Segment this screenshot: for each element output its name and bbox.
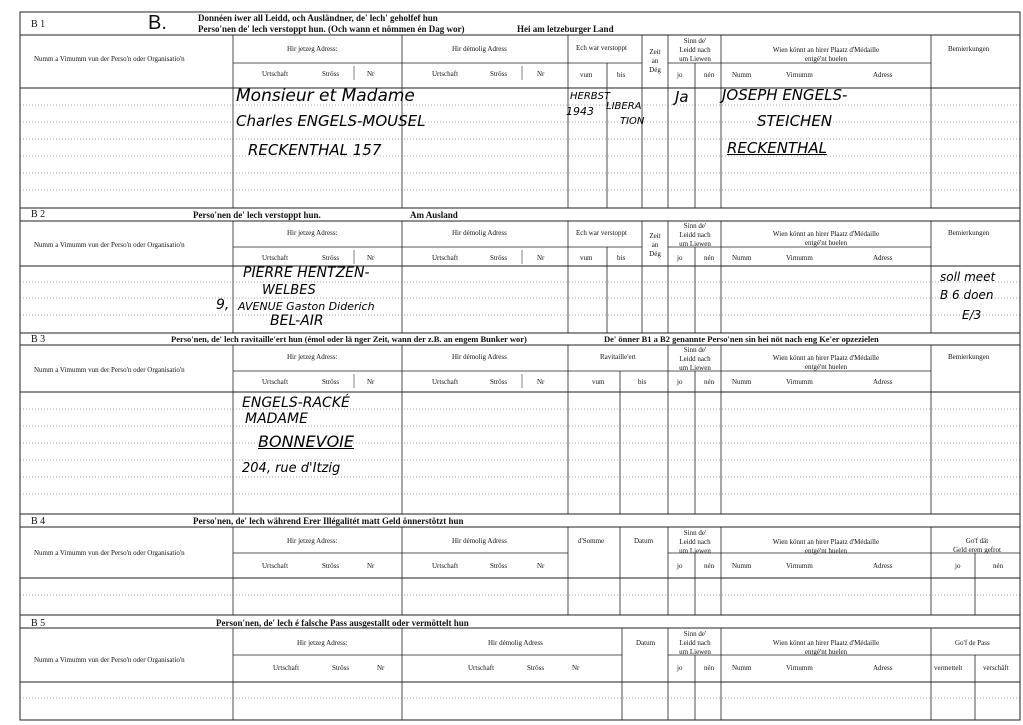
- sub-numm: Numm: [732, 71, 752, 79]
- col-since: Sinn de' Leidd nach um Liewen: [679, 529, 711, 555]
- col-name-header: Numm a Vimumm vun der Perso'n oder Organisatio'n: [34, 366, 185, 374]
- sub-urtschaft: Urtschaft: [432, 254, 459, 262]
- sub-jo: jo: [677, 378, 683, 386]
- b3-title: Perso'nen, de' lech ravitaille'ert hun (émol oder lä nger Zeit, wann der z.B. an engem Bunker wor): [171, 334, 527, 344]
- section-id-b1: B 1: [31, 19, 46, 30]
- section-id-b4: B 4: [31, 516, 46, 527]
- sub-urtschaft: Urtschaft: [468, 664, 495, 672]
- sub-urtschaft: Urtschaft: [262, 254, 289, 262]
- col-remarks: Bemierkungen: [948, 45, 990, 53]
- col-current-address: Hir jetzeg Adress:: [287, 229, 338, 237]
- handwritten-jo: Ja: [675, 88, 689, 106]
- sub-nr: Nr: [367, 254, 375, 262]
- sub-vum: vum: [592, 378, 605, 386]
- sub-nr: Nr: [572, 664, 580, 672]
- sub-virnumm: Virnumm: [786, 664, 813, 672]
- sub-numm: Numm: [732, 664, 752, 672]
- sub-stross: Ströss: [527, 664, 545, 672]
- handwritten-b2-name-4: BEL-AIR: [270, 313, 324, 329]
- sub-nr: Nr: [537, 562, 545, 570]
- sub-stross: Ströss: [322, 70, 340, 78]
- sub-nen: nén: [704, 71, 715, 79]
- col-former-address: Hir démolig Adress: [452, 45, 507, 53]
- col-geld: Go'f dät Geld erem gefrot: [953, 537, 1001, 554]
- sub-stross: Ströss: [490, 70, 508, 78]
- handwritten-remarks-2: B 6 doen: [940, 288, 994, 302]
- sub-urtschaft: Urtschaft: [262, 70, 289, 78]
- sub-nen: nén: [704, 562, 715, 570]
- section-id-b2: B 2: [31, 209, 46, 220]
- col-since: Sinn de' Leidd nach um Liewen: [679, 222, 711, 248]
- sub-nen: nén: [704, 378, 715, 386]
- sub-stross: Ströss: [332, 664, 350, 672]
- handwritten-b2-name-3: AVENUE Gaston Diderich: [238, 300, 375, 313]
- col-pass: Go'f de Pass: [955, 639, 990, 647]
- col-datum: Datum: [634, 537, 654, 545]
- sub-numm: Numm: [732, 254, 752, 262]
- handwritten-bis-1: LIBERA: [606, 101, 642, 112]
- col-current-address: Hir jetzeg Adress:: [287, 537, 338, 545]
- col-current-address: Hir jetzeg Adress:: [287, 353, 338, 361]
- sub-urtschaft: Urtschaft: [262, 378, 289, 386]
- sub-nen: nén: [993, 562, 1004, 570]
- handwritten-b3-name-3: BONNEVOIE: [258, 432, 354, 451]
- col-since: Sinn de' Leidd nach um Liewen: [679, 37, 711, 63]
- section-id-b5: B 5: [31, 618, 46, 629]
- sub-adress: Adress: [873, 71, 893, 79]
- sub-jo: jo: [677, 664, 683, 672]
- sub-adress: Adress: [873, 664, 893, 672]
- sub-adress: Adress: [873, 378, 893, 386]
- sub-nr: Nr: [377, 664, 385, 672]
- col-name-header: Numm a Vimumm vun der Perso'n oder Organisatio'n: [34, 656, 185, 664]
- sub-stross: Ströss: [490, 562, 508, 570]
- handwritten-b2-name-1: PIERRE HENTZEN-: [243, 265, 370, 281]
- col-hidden: Ech war verstoppt: [576, 229, 627, 237]
- sub-stross: Ströss: [322, 378, 340, 386]
- sub-nen: nén: [704, 254, 715, 262]
- sub-bis: bis: [638, 378, 647, 386]
- col-remarks: Bemierkungen: [948, 229, 990, 237]
- handwritten-b3-name-4: 204, rue d'Itzig: [242, 461, 341, 476]
- handwritten-remarks-1: soll meet: [940, 270, 996, 284]
- sub-urtschaft: Urtschaft: [432, 70, 459, 78]
- b3-title-2: De' önner B1 a B2 genannte Perso'nen sin hei nöt nach eng Ke'er opzezielen: [604, 334, 879, 344]
- col-former-address: Hir démolig Adress: [452, 537, 507, 545]
- sub-adress: Adress: [873, 562, 893, 570]
- b4-title: Perso'nen, de' lech während Erer Illégalitét matt Geld önnerstötzt hun: [193, 516, 464, 526]
- b1-title-1: Donnéen iwer all Leidd, och Ausländner, de' lech' geholfef hun: [198, 13, 438, 23]
- sub-nr: Nr: [367, 70, 375, 78]
- col-name-header: Numm a Vimumm vun der Perso'n oder Organisatio'n: [34, 55, 185, 63]
- sub-numm: Numm: [732, 562, 752, 570]
- sub-jo: jo: [677, 562, 683, 570]
- sub-nr: Nr: [537, 254, 545, 262]
- sub-verschaft: verschäft: [983, 664, 1009, 672]
- handwritten-vum-1: HERBST: [570, 91, 611, 102]
- col-ravitailleert: Ravitaille'ert: [600, 353, 636, 361]
- sub-nen: nén: [704, 664, 715, 672]
- handwritten-b3-name-2: MADAME: [245, 411, 308, 427]
- sub-stross: Ströss: [490, 378, 508, 386]
- col-former-address: Hir démolig Adress: [452, 229, 507, 237]
- sub-nr: Nr: [537, 378, 545, 386]
- sub-urtschaft: Urtschaft: [262, 562, 289, 570]
- handwritten-b3-name-1: ENGELS-RACKÉ: [242, 395, 350, 411]
- col-name-header: Numm a Vimumm vun der Perso'n oder Organisatio'n: [34, 241, 185, 249]
- sub-urtschaft: Urtschaft: [273, 664, 300, 672]
- handwritten-name-line-2: Charles ENGELS-MOUSEL: [236, 112, 426, 130]
- col-zeit: Zeit an Dég: [649, 232, 661, 258]
- col-since: Sinn de' Leidd nach um Liewen: [679, 346, 711, 372]
- col-somme: d'Somme: [578, 537, 605, 545]
- sub-virnumm: Virnumm: [786, 562, 813, 570]
- b1-title-2: Perso'nen de' lech verstoppt hun. (Och wann et nömmen én Dag wor): [198, 24, 465, 34]
- sub-virnumm: Virnumm: [786, 378, 813, 386]
- col-current-address: Hir jetzeg Adress:: [287, 45, 338, 53]
- sub-nr: Nr: [367, 562, 375, 570]
- sub-stross: Ströss: [322, 254, 340, 262]
- col-hidden: Ech war verstoppt: [576, 44, 627, 52]
- sub-stross: Ströss: [322, 562, 340, 570]
- sub-nr: Nr: [537, 70, 545, 78]
- sub-numm: Numm: [732, 378, 752, 386]
- sub-jo: jo: [677, 254, 683, 262]
- sub-jo: jo: [955, 562, 961, 570]
- col-since: Sinn de' Leidd nach um Liewen: [679, 630, 711, 656]
- col-former-address: Hir démolig Adress: [488, 639, 543, 647]
- handwritten-remarks-3: E/3: [962, 308, 982, 322]
- sub-virnumm: Virnumm: [786, 254, 813, 262]
- col-medal: Wien könnt an hirer Plaatz d'Médaille entgé'nt huelen: [772, 354, 880, 371]
- handwritten-medal-line-1: JOSEPH ENGELS-: [722, 86, 848, 104]
- col-zeit: Zeit an Dég: [649, 48, 661, 74]
- sub-adress: Adress: [873, 254, 893, 262]
- handwritten-b2-name-2: WELBES: [262, 283, 316, 298]
- handwritten-name-line-1: Monsieur et Madame: [236, 86, 415, 106]
- sub-jo: jo: [677, 71, 683, 79]
- handwritten-bis-2: TION: [620, 116, 645, 127]
- sub-stross: Ströss: [490, 254, 508, 262]
- sub-vum: vum: [580, 254, 593, 262]
- col-current-address: Hir jetzeg Adress:: [297, 639, 348, 647]
- col-medal: Wien könnt an hirer Plaatz d'Médaille entgé'nt huelen: [772, 639, 880, 656]
- handwritten-vum-2: 1943: [566, 105, 594, 118]
- sub-vermettelt: vermettelt: [934, 664, 963, 672]
- sub-virnumm: Virnumm: [786, 71, 813, 79]
- b5-title: Person'nen, de' lech é falsche Pass ausgestallt oder vermöttelt hun: [216, 618, 469, 628]
- handwritten-medal-line-2: STEICHEN: [757, 112, 833, 130]
- sub-urtschaft: Urtschaft: [432, 562, 459, 570]
- handwritten-b2-num: 9,: [216, 297, 230, 313]
- handwritten-medal-line-3: RECKENTHAL: [727, 139, 827, 157]
- handwritten-name-line-3: RECKENTHAL 157: [248, 141, 382, 159]
- col-medal: Wien könnt an hirer Plaatz d'Médaille entgé'nt huelen: [772, 230, 880, 247]
- sub-bis: bis: [617, 71, 626, 79]
- b2-title: Perso'nen de' lech verstoppt hun.: [193, 210, 321, 220]
- sub-vum: vum: [580, 71, 593, 79]
- col-medal: Wien könnt an hirer Plaatz d'Médaille entgé'nt huelen: [772, 538, 880, 555]
- col-medal: Wien könnt an hirer Plaatz d'Médaille entgé'nt huelen: [772, 46, 880, 63]
- form-letter: B.: [148, 12, 167, 34]
- col-former-address: Hir démolig Adress: [452, 353, 507, 361]
- col-datum: Datum: [636, 639, 656, 647]
- section-id-b3: B 3: [31, 334, 46, 345]
- col-remarks: Bemierkungen: [948, 353, 990, 361]
- sub-urtschaft: Urtschaft: [432, 378, 459, 386]
- b1-title-3: Hei am letzeburger Land: [517, 24, 614, 34]
- b2-title-2: Am Ausland: [410, 210, 458, 220]
- col-name-header: Numm a Vimumm vun der Perso'n oder Organisatio'n: [34, 549, 185, 557]
- sub-nr: Nr: [367, 378, 375, 386]
- sub-bis: bis: [617, 254, 626, 262]
